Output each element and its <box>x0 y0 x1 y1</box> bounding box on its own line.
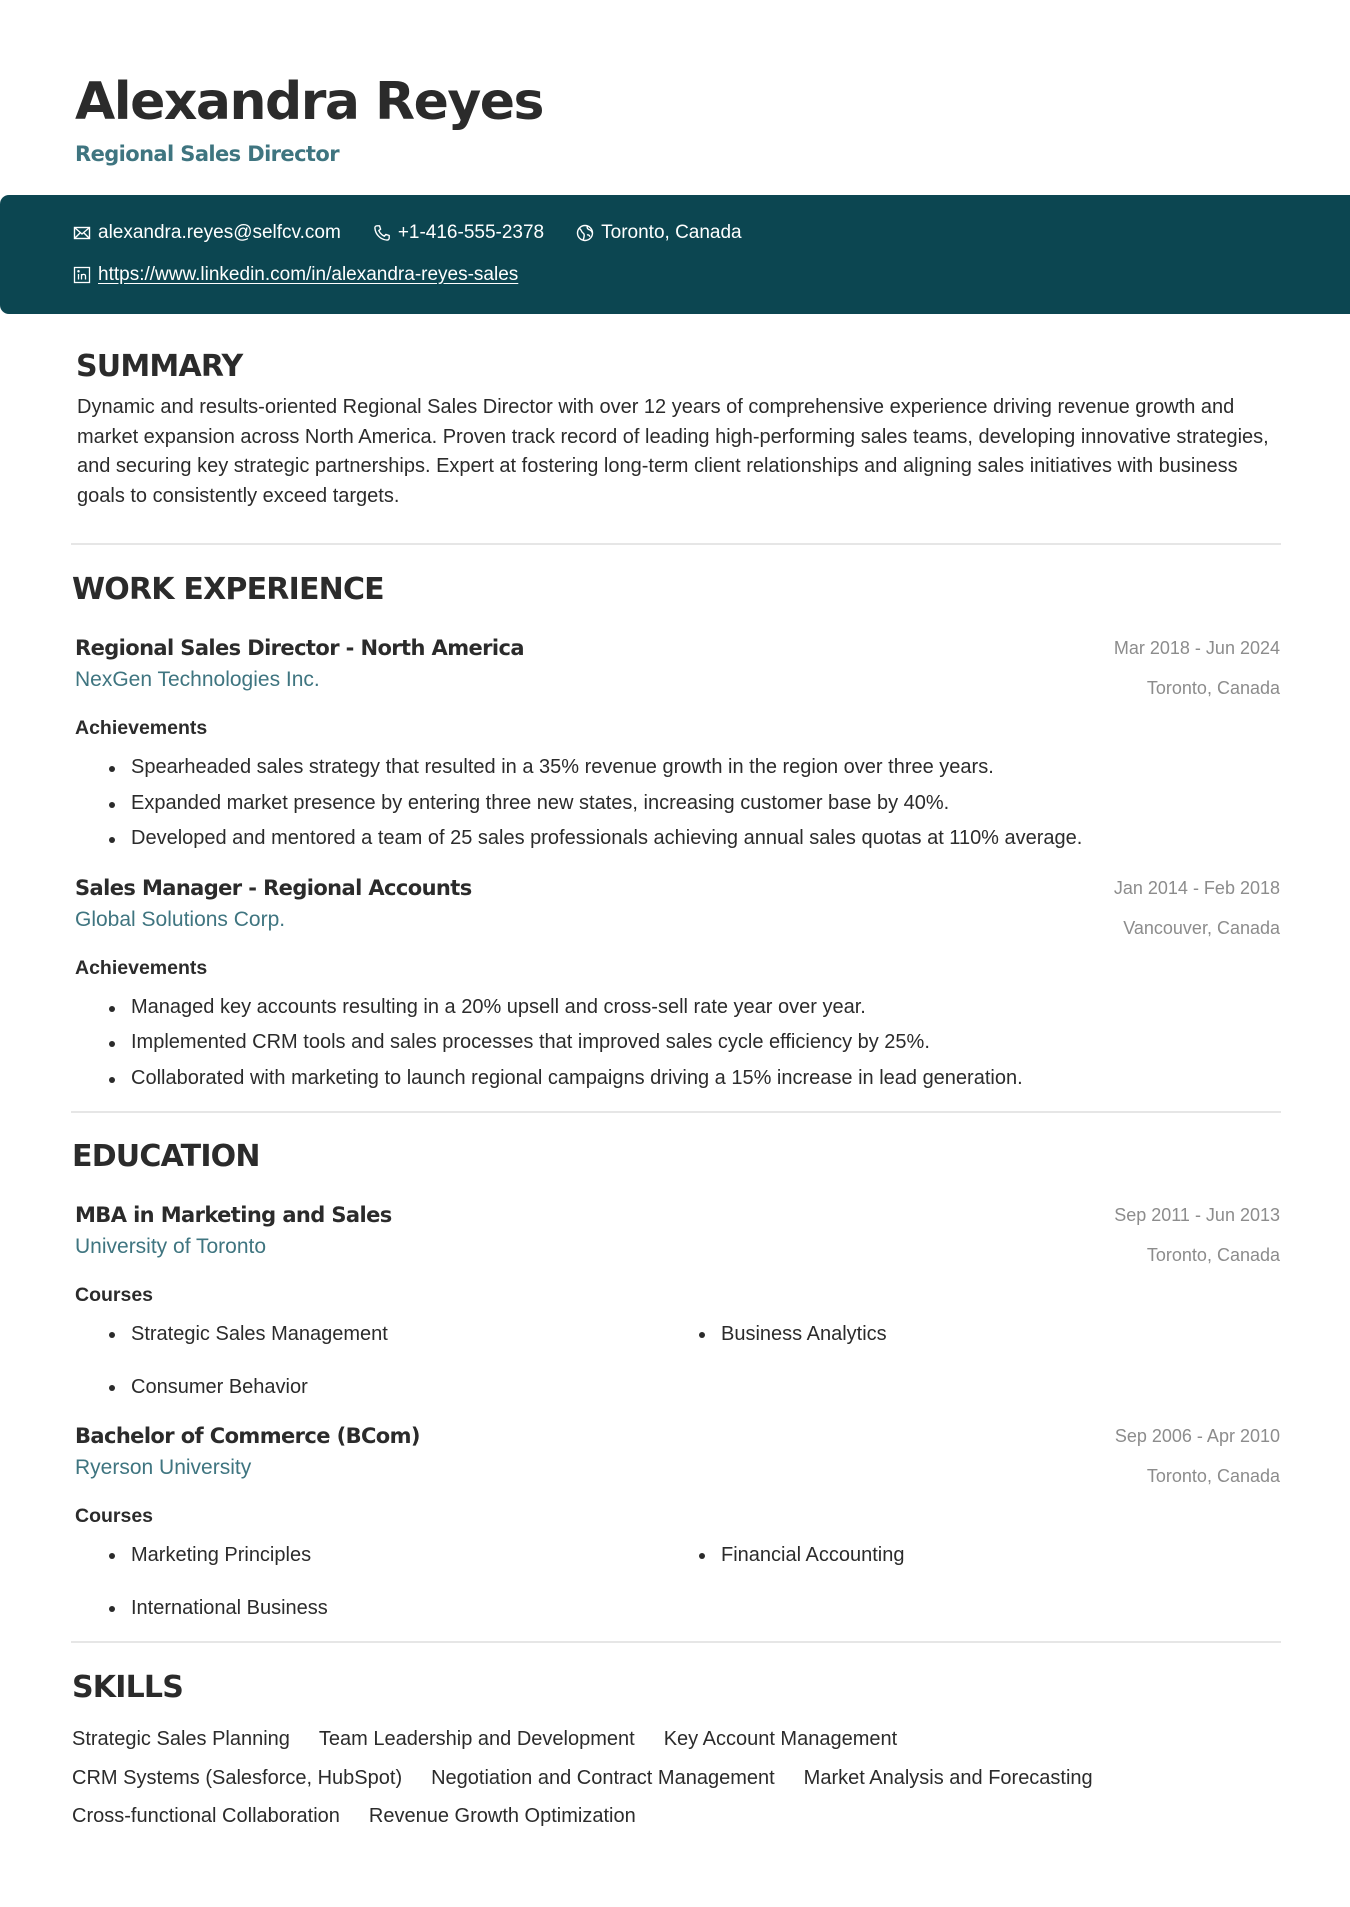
entry-meta <box>1114 873 1280 941</box>
entry-meta <box>1115 1421 1280 1489</box>
education-dates: Sep 2006 - Apr 2010 <box>1114 1426 1280 1446</box>
phone-text[interactable]: +1-416-555-2378 <box>397 222 545 243</box>
section-divider <box>71 1641 1281 1643</box>
linkedin-icon <box>73 266 91 284</box>
summary-heading: SUMMARY <box>76 349 243 384</box>
skill-item: Strategic Sales Planning <box>72 1728 290 1750</box>
experience-heading: WORK EXPERIENCE <box>72 572 384 607</box>
skills-heading: SKILLS <box>72 1670 184 1705</box>
course-item: Business Analytics <box>699 1318 1199 1350</box>
job-dates: Jan 2014 - Feb 2018 <box>1113 877 1280 898</box>
job-title: Sales Manager - Regional Accounts <box>75 875 472 900</box>
achievements-label: Achievements <box>75 956 208 979</box>
resume-header <box>75 70 543 168</box>
school-name: University of Toronto <box>75 1235 267 1258</box>
skill-item: Key Account Management <box>663 1728 898 1750</box>
courses-list <box>75 1539 1280 1624</box>
contact-row-primary <box>73 221 1350 245</box>
skills-section <box>72 1670 1280 1836</box>
degree-name: Bachelor of Commerce (BCom) <box>75 1424 420 1448</box>
entry-main <box>75 1421 420 1483</box>
skills-row <box>72 1759 1280 1798</box>
entry-header <box>75 633 1280 701</box>
contact-bar <box>0 195 1350 314</box>
experience-section <box>72 572 1280 1096</box>
job-dates: Mar 2018 - Jun 2024 <box>1113 638 1280 658</box>
education-entry <box>72 1421 1280 1624</box>
achievement-item: Spearheaded sales strategy that resulted in a 35% revenue growth in the region over three years. <box>109 750 1280 786</box>
entry-header <box>75 1421 1280 1489</box>
course-item: Financial Accounting <box>699 1539 1199 1571</box>
skills-list <box>72 1720 1280 1836</box>
summary-text: Dynamic and results-oriented Regional Sales Director with over 12 years of comprehensive experience driving revenue growth and market expansion across North America. Proven track record of leading high-performing sales teams, developing innovative strategies, and securing key strategic partnerships. Expert at fostering long-term client relationships and aligning sales initiatives with business goals to consistently exceed targets. <box>77 396 1269 507</box>
courses-label: Courses <box>75 1505 154 1527</box>
section-divider <box>71 543 1281 545</box>
company-name: NexGen Technologies Inc. <box>75 668 320 691</box>
achievement-item: Expanded market presence by entering three new states, increasing customer base by 40%. <box>109 786 1280 822</box>
linkedin-link[interactable]: https://www.linkedin.com/in/alexandra-reyes-sales <box>98 264 519 285</box>
contact-email[interactable] <box>73 222 341 244</box>
section-divider <box>71 1111 1281 1113</box>
envelope-icon <box>73 224 91 242</box>
company-name: Global Solutions Corp. <box>75 907 286 931</box>
skill-item: Cross-functional Collaboration <box>72 1805 340 1827</box>
entry-main <box>75 633 524 695</box>
job-location: Toronto, Canada <box>1146 678 1280 698</box>
achievements-list <box>75 990 1280 1097</box>
courses-label: Courses <box>75 1284 154 1306</box>
skill-item: CRM Systems (Salesforce, HubSpot) <box>72 1766 403 1789</box>
education-entry <box>72 1200 1280 1403</box>
school-name: Ryerson University <box>75 1456 252 1479</box>
contact-location <box>576 222 742 244</box>
degree-name: MBA in Marketing and Sales <box>75 1203 392 1227</box>
job-title: Regional Sales Director - North America <box>75 636 524 660</box>
education-heading: EDUCATION <box>72 1139 260 1174</box>
course-item: Marketing Principles <box>109 1539 699 1571</box>
entry-main <box>75 1200 392 1262</box>
courses-list <box>75 1318 1280 1403</box>
candidate-title: Regional Sales Director <box>75 142 339 166</box>
achievement-item: Implemented CRM tools and sales processes that improved sales cycle efficiency by 25%. <box>109 1025 1280 1061</box>
course-item: Consumer Behavior <box>109 1371 699 1403</box>
achievements-label: Achievements <box>75 717 208 739</box>
entry-meta <box>1114 1200 1280 1268</box>
education-location: Toronto, Canada <box>1146 1466 1280 1486</box>
contact-linkedin[interactable] <box>73 264 518 286</box>
email-text[interactable]: alexandra.reyes@selfcv.com <box>98 222 341 243</box>
education-location: Toronto, Canada <box>1146 1245 1280 1265</box>
achievements-list <box>75 750 1280 857</box>
entry-header <box>75 873 1280 941</box>
contact-phone[interactable] <box>373 222 544 244</box>
achievement-item: Collaborated with marketing to launch regional campaigns driving a 15% increase in lead generation. <box>109 1061 1280 1097</box>
education-dates: Sep 2011 - Jun 2013 <box>1114 1205 1280 1225</box>
experience-entry <box>72 873 1280 1097</box>
contact-row-secondary <box>73 263 1350 287</box>
experience-entry <box>72 633 1280 857</box>
summary-section <box>72 349 1280 511</box>
course-item: International Business <box>109 1592 699 1624</box>
job-location: Vancouver, Canada <box>1123 917 1280 938</box>
achievement-item: Managed key accounts resulting in a 20% upsell and cross-sell rate year over year. <box>109 990 1280 1026</box>
achievement-item: Developed and mentored a team of 25 sales professionals achieving annual sales quotas at 110% average. <box>109 821 1280 857</box>
skill-item: Team Leadership and Development <box>318 1728 635 1750</box>
skill-item: Negotiation and Contract Management <box>431 1766 775 1789</box>
course-item: Strategic Sales Management <box>109 1318 699 1350</box>
entry-main <box>75 873 472 935</box>
skills-row <box>72 1720 1280 1759</box>
skill-item: Market Analysis and Forecasting <box>803 1766 1093 1789</box>
location-text: Toronto, Canada <box>601 222 742 243</box>
skill-item: Revenue Growth Optimization <box>368 1805 636 1827</box>
candidate-name: Alexandra Reyes <box>75 72 543 132</box>
skills-row <box>72 1797 1280 1836</box>
phone-icon <box>373 224 391 242</box>
entry-meta <box>1114 633 1280 701</box>
education-section <box>72 1139 1280 1624</box>
globe-icon <box>576 224 594 242</box>
entry-header <box>75 1200 1280 1268</box>
